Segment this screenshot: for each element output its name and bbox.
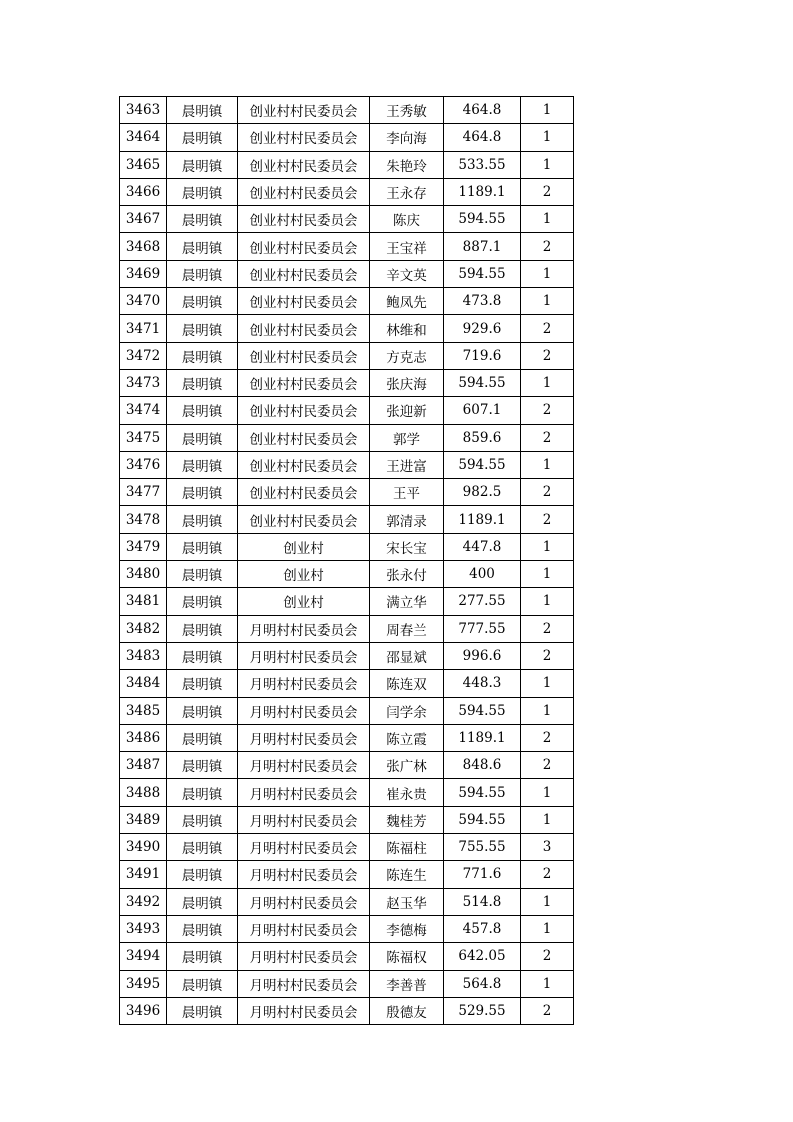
cell-count: 1 [521, 369, 574, 396]
table-row [120, 533, 574, 560]
cell-amount: 529.55 [444, 997, 521, 1024]
table-row [120, 178, 574, 205]
cell-id: 3475 [120, 424, 167, 451]
cell-count: 2 [521, 943, 574, 970]
cell-count: 2 [521, 397, 574, 424]
cell-name: 林维和 [370, 315, 444, 342]
cell-name: 鲍凤先 [370, 288, 444, 315]
table-row [120, 479, 574, 506]
cell-count: 1 [521, 288, 574, 315]
cell-count: 1 [521, 670, 574, 697]
cell-name: 郭清录 [370, 506, 444, 533]
cell-name: 王永存 [370, 178, 444, 205]
cell-town: 晨明镇 [167, 315, 238, 342]
cell-count: 1 [521, 561, 574, 588]
cell-town: 晨明镇 [167, 206, 238, 233]
cell-village: 月明村村民委员会 [238, 834, 370, 861]
cell-village: 月明村村民委员会 [238, 724, 370, 751]
cell-id: 3494 [120, 943, 167, 970]
cell-village: 创业村村民委员会 [238, 124, 370, 151]
table-row [120, 561, 574, 588]
cell-name: 魏桂芳 [370, 806, 444, 833]
cell-village: 创业村村民委员会 [238, 424, 370, 451]
cell-count: 1 [521, 533, 574, 560]
cell-town: 晨明镇 [167, 779, 238, 806]
cell-village: 创业村村民委员会 [238, 369, 370, 396]
cell-amount: 448.3 [444, 670, 521, 697]
table-row [120, 151, 574, 178]
table-row [120, 315, 574, 342]
cell-village: 创业村村民委员会 [238, 342, 370, 369]
cell-count: 2 [521, 233, 574, 260]
cell-amount: 594.55 [444, 697, 521, 724]
cell-count: 1 [521, 124, 574, 151]
cell-count: 2 [521, 315, 574, 342]
table-row [120, 260, 574, 287]
cell-id: 3473 [120, 369, 167, 396]
cell-id: 3465 [120, 151, 167, 178]
cell-town: 晨明镇 [167, 915, 238, 942]
cell-name: 陈福柱 [370, 834, 444, 861]
cell-village: 月明村村民委员会 [238, 915, 370, 942]
cell-name: 闫学余 [370, 697, 444, 724]
cell-village: 创业村村民委员会 [238, 506, 370, 533]
cell-village: 月明村村民委员会 [238, 752, 370, 779]
cell-id: 3471 [120, 315, 167, 342]
cell-amount: 464.8 [444, 97, 521, 124]
table-row [120, 779, 574, 806]
cell-id: 3472 [120, 342, 167, 369]
table-row [120, 206, 574, 233]
cell-village: 月明村村民委员会 [238, 615, 370, 642]
table-row [120, 861, 574, 888]
table-row [120, 752, 574, 779]
cell-name: 陈福权 [370, 943, 444, 970]
cell-id: 3481 [120, 588, 167, 615]
cell-town: 晨明镇 [167, 615, 238, 642]
cell-village: 创业村村民委员会 [238, 151, 370, 178]
cell-village: 创业村 [238, 588, 370, 615]
cell-count: 2 [521, 861, 574, 888]
table-row [120, 369, 574, 396]
table-row [120, 642, 574, 669]
cell-town: 晨明镇 [167, 233, 238, 260]
cell-amount: 755.55 [444, 834, 521, 861]
cell-amount: 594.55 [444, 206, 521, 233]
cell-id: 3464 [120, 124, 167, 151]
cell-id: 3466 [120, 178, 167, 205]
cell-name: 宋长宝 [370, 533, 444, 560]
table-row [120, 970, 574, 997]
cell-name: 郭学 [370, 424, 444, 451]
cell-amount: 1189.1 [444, 178, 521, 205]
cell-count: 2 [521, 752, 574, 779]
cell-count: 2 [521, 997, 574, 1024]
cell-amount: 996.6 [444, 642, 521, 669]
cell-town: 晨明镇 [167, 288, 238, 315]
cell-name: 王进富 [370, 451, 444, 478]
cell-amount: 848.6 [444, 752, 521, 779]
cell-village: 月明村村民委员会 [238, 670, 370, 697]
cell-count: 2 [521, 342, 574, 369]
cell-town: 晨明镇 [167, 533, 238, 560]
table-row [120, 588, 574, 615]
cell-amount: 642.05 [444, 943, 521, 970]
cell-id: 3495 [120, 970, 167, 997]
cell-count: 1 [521, 697, 574, 724]
cell-amount: 771.6 [444, 861, 521, 888]
cell-name: 王秀敏 [370, 97, 444, 124]
table-row [120, 697, 574, 724]
table-row [120, 506, 574, 533]
cell-count: 1 [521, 915, 574, 942]
cell-id: 3483 [120, 642, 167, 669]
cell-id: 3488 [120, 779, 167, 806]
table-row [120, 288, 574, 315]
cell-name: 周春兰 [370, 615, 444, 642]
cell-name: 崔永贵 [370, 779, 444, 806]
cell-name: 殷德友 [370, 997, 444, 1024]
cell-amount: 607.1 [444, 397, 521, 424]
cell-id: 3487 [120, 752, 167, 779]
cell-amount: 514.8 [444, 888, 521, 915]
cell-town: 晨明镇 [167, 861, 238, 888]
cell-town: 晨明镇 [167, 451, 238, 478]
cell-count: 3 [521, 834, 574, 861]
cell-amount: 594.55 [444, 260, 521, 287]
cell-village: 月明村村民委员会 [238, 642, 370, 669]
cell-amount: 277.55 [444, 588, 521, 615]
cell-name: 陈立霞 [370, 724, 444, 751]
cell-id: 3492 [120, 888, 167, 915]
cell-amount: 457.8 [444, 915, 521, 942]
cell-town: 晨明镇 [167, 724, 238, 751]
cell-name: 张庆海 [370, 369, 444, 396]
cell-id: 3469 [120, 260, 167, 287]
cell-town: 晨明镇 [167, 479, 238, 506]
cell-name: 赵玉华 [370, 888, 444, 915]
cell-id: 3470 [120, 288, 167, 315]
cell-name: 张广林 [370, 752, 444, 779]
cell-town: 晨明镇 [167, 506, 238, 533]
cell-town: 晨明镇 [167, 124, 238, 151]
table-row [120, 451, 574, 478]
cell-village: 月明村村民委员会 [238, 779, 370, 806]
cell-count: 1 [521, 779, 574, 806]
cell-name: 王宝祥 [370, 233, 444, 260]
cell-count: 2 [521, 424, 574, 451]
cell-name: 朱艳玲 [370, 151, 444, 178]
cell-village: 月明村村民委员会 [238, 997, 370, 1024]
cell-name: 王平 [370, 479, 444, 506]
cell-town: 晨明镇 [167, 642, 238, 669]
cell-amount: 400 [444, 561, 521, 588]
cell-id: 3491 [120, 861, 167, 888]
cell-amount: 594.55 [444, 369, 521, 396]
cell-village: 月明村村民委员会 [238, 970, 370, 997]
cell-count: 2 [521, 479, 574, 506]
table-row [120, 724, 574, 751]
cell-count: 2 [521, 178, 574, 205]
cell-id: 3493 [120, 915, 167, 942]
cell-amount: 1189.1 [444, 724, 521, 751]
cell-town: 晨明镇 [167, 151, 238, 178]
cell-amount: 473.8 [444, 288, 521, 315]
cell-amount: 447.8 [444, 533, 521, 560]
cell-town: 晨明镇 [167, 588, 238, 615]
cell-name: 李德梅 [370, 915, 444, 942]
cell-town: 晨明镇 [167, 178, 238, 205]
cell-town: 晨明镇 [167, 697, 238, 724]
cell-count: 1 [521, 97, 574, 124]
cell-id: 3489 [120, 806, 167, 833]
cell-id: 3476 [120, 451, 167, 478]
cell-village: 创业村 [238, 533, 370, 560]
cell-count: 1 [521, 206, 574, 233]
cell-id: 3480 [120, 561, 167, 588]
cell-town: 晨明镇 [167, 369, 238, 396]
cell-village: 创业村村民委员会 [238, 178, 370, 205]
cell-amount: 1189.1 [444, 506, 521, 533]
cell-amount: 594.55 [444, 806, 521, 833]
cell-village: 月明村村民委员会 [238, 697, 370, 724]
table-row [120, 997, 574, 1024]
cell-id: 3486 [120, 724, 167, 751]
table-row [120, 124, 574, 151]
cell-id: 3474 [120, 397, 167, 424]
cell-id: 3496 [120, 997, 167, 1024]
cell-id: 3490 [120, 834, 167, 861]
cell-village: 月明村村民委员会 [238, 806, 370, 833]
cell-town: 晨明镇 [167, 806, 238, 833]
table-row [120, 888, 574, 915]
cell-name: 邵显斌 [370, 642, 444, 669]
cell-id: 3479 [120, 533, 167, 560]
cell-village: 创业村村民委员会 [238, 397, 370, 424]
cell-id: 3477 [120, 479, 167, 506]
cell-village: 创业村村民委员会 [238, 206, 370, 233]
cell-village: 创业村村民委员会 [238, 233, 370, 260]
cell-count: 2 [521, 506, 574, 533]
cell-amount: 594.55 [444, 451, 521, 478]
cell-name: 李善普 [370, 970, 444, 997]
cell-town: 晨明镇 [167, 260, 238, 287]
cell-village: 月明村村民委员会 [238, 943, 370, 970]
table-row [120, 342, 574, 369]
cell-amount: 859.6 [444, 424, 521, 451]
cell-village: 创业村村民委员会 [238, 479, 370, 506]
cell-amount: 777.55 [444, 615, 521, 642]
cell-id: 3482 [120, 615, 167, 642]
cell-village: 月明村村民委员会 [238, 888, 370, 915]
cell-amount: 533.55 [444, 151, 521, 178]
cell-amount: 887.1 [444, 233, 521, 260]
cell-village: 创业村村民委员会 [238, 260, 370, 287]
cell-id: 3485 [120, 697, 167, 724]
cell-town: 晨明镇 [167, 424, 238, 451]
cell-amount: 594.55 [444, 779, 521, 806]
cell-id: 3467 [120, 206, 167, 233]
cell-town: 晨明镇 [167, 970, 238, 997]
cell-amount: 564.8 [444, 970, 521, 997]
table-row [120, 424, 574, 451]
cell-name: 满立华 [370, 588, 444, 615]
cell-name: 方克志 [370, 342, 444, 369]
cell-name: 张迎新 [370, 397, 444, 424]
cell-count: 2 [521, 615, 574, 642]
cell-id: 3478 [120, 506, 167, 533]
cell-village: 月明村村民委员会 [238, 861, 370, 888]
cell-id: 3468 [120, 233, 167, 260]
cell-name: 陈连双 [370, 670, 444, 697]
cell-count: 1 [521, 451, 574, 478]
cell-amount: 929.6 [444, 315, 521, 342]
cell-name: 陈庆 [370, 206, 444, 233]
cell-count: 1 [521, 151, 574, 178]
cell-village: 创业村 [238, 561, 370, 588]
cell-amount: 982.5 [444, 479, 521, 506]
cell-count: 1 [521, 970, 574, 997]
table-row [120, 806, 574, 833]
cell-town: 晨明镇 [167, 888, 238, 915]
cell-id: 3463 [120, 97, 167, 124]
cell-village: 创业村村民委员会 [238, 97, 370, 124]
cell-town: 晨明镇 [167, 834, 238, 861]
cell-name: 辛文英 [370, 260, 444, 287]
table-row [120, 670, 574, 697]
cell-town: 晨明镇 [167, 752, 238, 779]
table-row [120, 943, 574, 970]
cell-count: 1 [521, 260, 574, 287]
table-row [120, 97, 574, 124]
roster-table-body [120, 97, 574, 1025]
cell-id: 3484 [120, 670, 167, 697]
cell-village: 创业村村民委员会 [238, 315, 370, 342]
roster-table [119, 96, 574, 1025]
cell-count: 2 [521, 724, 574, 751]
cell-town: 晨明镇 [167, 670, 238, 697]
table-row [120, 233, 574, 260]
cell-town: 晨明镇 [167, 342, 238, 369]
cell-town: 晨明镇 [167, 997, 238, 1024]
cell-amount: 464.8 [444, 124, 521, 151]
table-row [120, 915, 574, 942]
cell-town: 晨明镇 [167, 97, 238, 124]
cell-village: 创业村村民委员会 [238, 288, 370, 315]
cell-count: 2 [521, 642, 574, 669]
cell-town: 晨明镇 [167, 561, 238, 588]
cell-town: 晨明镇 [167, 397, 238, 424]
table-row [120, 834, 574, 861]
cell-name: 张永付 [370, 561, 444, 588]
cell-name: 陈连生 [370, 861, 444, 888]
cell-town: 晨明镇 [167, 943, 238, 970]
cell-count: 1 [521, 588, 574, 615]
table-row [120, 397, 574, 424]
cell-amount: 719.6 [444, 342, 521, 369]
cell-count: 1 [521, 806, 574, 833]
cell-village: 创业村村民委员会 [238, 451, 370, 478]
cell-name: 李向海 [370, 124, 444, 151]
cell-count: 1 [521, 888, 574, 915]
table-row [120, 615, 574, 642]
